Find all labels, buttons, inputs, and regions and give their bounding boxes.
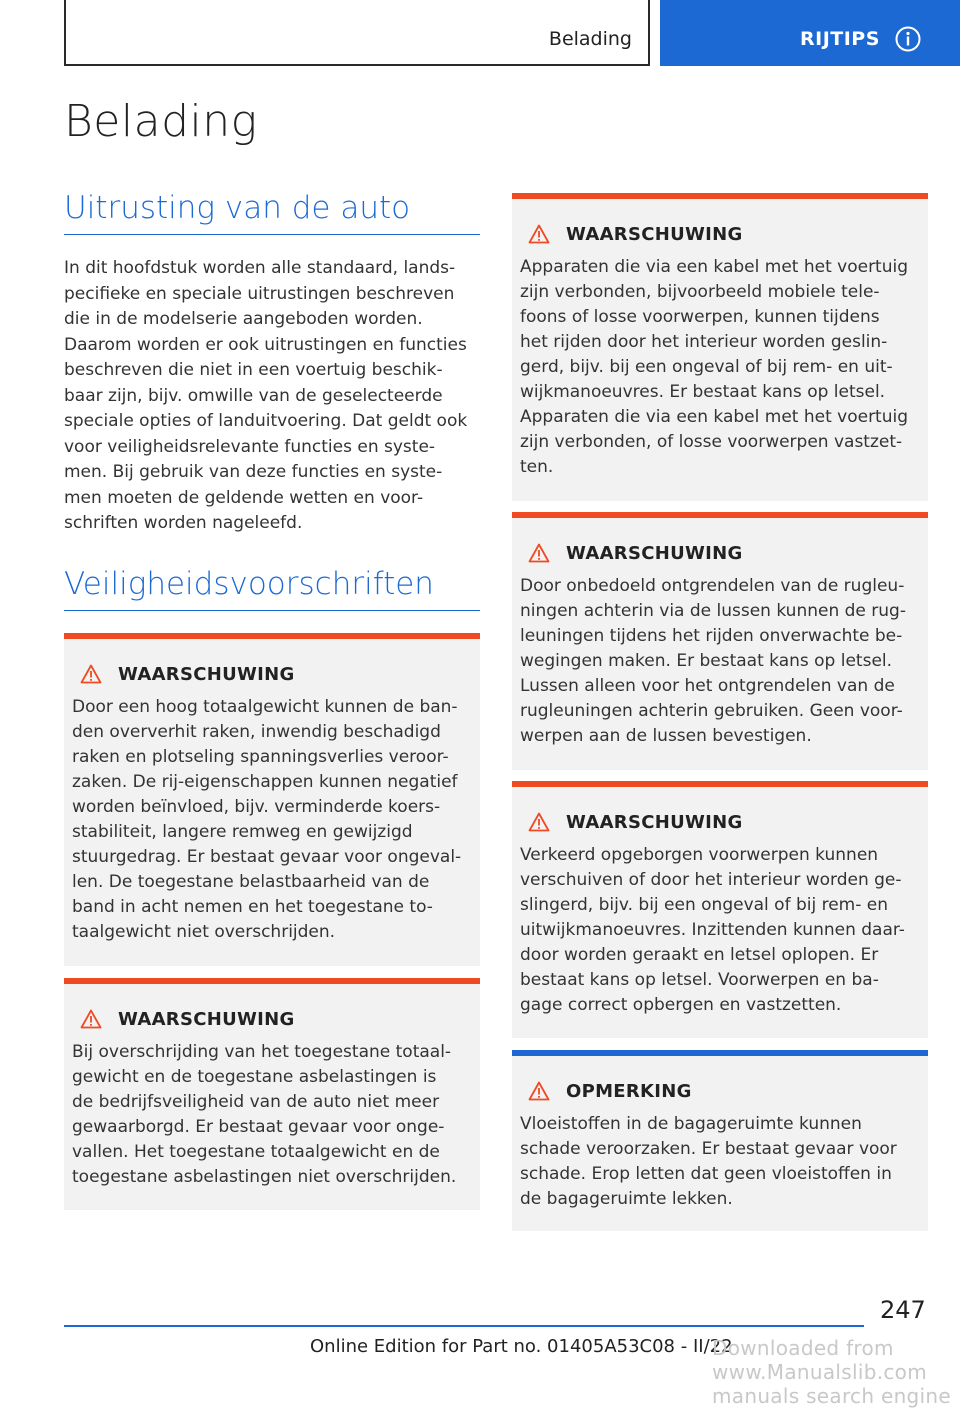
- text-line: bestaat kans op letsel. Voorwerpen en ba-: [520, 970, 879, 990]
- warning-box-header: [520, 219, 920, 249]
- text-line: Verkeerd opgeborgen voorwerpen kunnen: [520, 845, 879, 865]
- warning-box: [64, 978, 480, 1210]
- info-icon: [895, 26, 921, 52]
- text-line: zaken. De rij-eigenschappen kunnen negatief: [72, 772, 458, 792]
- warning-triangle-icon: [80, 1009, 102, 1029]
- watermark: Downloaded from www.Manualslib.com manuals search engine: [712, 1336, 951, 1408]
- tab-rijtips-label: RIJTIPS: [800, 28, 880, 50]
- warning-title: WAARSCHUWING: [566, 542, 743, 564]
- warning-box-header: [72, 1004, 472, 1034]
- warning-box: [64, 633, 480, 966]
- text-line: schade veroorzaken. Er bestaat gevaar voor: [520, 1139, 897, 1159]
- warning-triangle-icon: [528, 543, 550, 563]
- warning-text: [520, 574, 920, 749]
- text-line: gewicht en de toegestane asbelastingen is: [72, 1067, 437, 1087]
- warning-text: [520, 255, 920, 480]
- text-line: werpen aan de lussen bevestigen.: [520, 726, 812, 746]
- text-line: Apparaten die via een kabel met het voertuig: [520, 257, 909, 277]
- warning-text: [72, 695, 472, 945]
- text-line: het rijden door het interieur worden geslin-: [520, 332, 888, 352]
- text-line: ningen achterin via de lussen kunnen de rug-: [520, 601, 906, 621]
- text-line: wijkmanoeuvres. Er bestaat kans op letsel.: [520, 382, 886, 402]
- text-line: pecifieke en speciale uitrustingen beschreven: [64, 283, 455, 304]
- text-line: den oververhit raken, inwendig beschadigd: [72, 722, 441, 742]
- text-line: zijn verbonden, of losse voorwerpen vastzet-: [520, 432, 903, 452]
- text-line: leuningen tijdens het rijden onverwachte be-: [520, 626, 903, 646]
- text-line: men moeten de geldende wetten en voor-: [64, 487, 424, 508]
- text-line: Vloeistoffen in de bagageruimte kunnen: [520, 1114, 862, 1134]
- text-line: slingerd, bijv. bij een ongeval of bij rem- en: [520, 895, 889, 915]
- text-line: schade. Erop letten dat geen vloeistoffen in: [520, 1164, 892, 1184]
- text-line: band in acht nemen en het toegestane to-: [72, 897, 433, 917]
- text-line: gage correct opbergen en vastzetten.: [520, 995, 842, 1015]
- text-line: Lussen alleen voor het ontgrendelen van de: [520, 676, 895, 696]
- text-line: stuurgedrag. Er bestaat gevaar voor ongeval-: [72, 847, 462, 867]
- footer-divider: [64, 1325, 864, 1327]
- text-line: gewaarborgd. Er bestaat gevaar voor onge-: [72, 1117, 445, 1137]
- warning-text: [520, 843, 920, 1018]
- text-line: die in de modelserie aangeboden worden.: [64, 309, 423, 329]
- header-section-label: Belading: [548, 28, 632, 50]
- text-line: worden beïnvloed, bijv. verminderde koers-: [72, 797, 441, 817]
- warning-box: [512, 512, 928, 770]
- note-text: [520, 1112, 920, 1212]
- text-line: Apparaten die via een kabel met het voertuig: [520, 407, 909, 427]
- text-line: gerd, bijv. bij een ongeval of bij rem- en uit-: [520, 357, 893, 377]
- heading-safety: Veiligheidsvoorschriften: [64, 566, 480, 611]
- text-line: Bij overschrijding van het toegestane totaal-: [72, 1042, 452, 1062]
- warning-box-header: [520, 807, 920, 837]
- text-line: baar zijn, bijv. omwille van de geselecteerde: [64, 385, 443, 406]
- header-section-box: [64, 0, 650, 66]
- text-line: ten.: [520, 457, 554, 477]
- note-box-header: [520, 1076, 920, 1106]
- warning-title: WAARSCHUWING: [118, 1008, 295, 1030]
- warning-text: [72, 1040, 472, 1190]
- text-line: zijn verbonden, bijvoorbeeld mobiele tele-: [520, 282, 880, 302]
- warning-box-header: [72, 659, 472, 689]
- text-line: uitwijkmanoeuvres. Inzittenden kunnen daar-: [520, 920, 905, 940]
- warning-title: WAARSCHUWING: [118, 663, 295, 685]
- text-line: stabiliteit, langere remweg en gewijzigd: [72, 822, 413, 842]
- text-line: schriften worden nageleefd.: [64, 513, 303, 533]
- page-number: 247: [880, 1296, 926, 1324]
- warning-triangle-icon: [80, 664, 102, 684]
- text-line: Door een hoog totaalgewicht kunnen de ban-: [72, 697, 458, 717]
- warning-box: [512, 193, 928, 501]
- text-line: voor veiligheidsrelevante functies en syste-: [64, 436, 436, 457]
- text-line: speciale opties of landuitvoering. Dat geldt ook: [64, 411, 468, 431]
- text-line: toegestane asbelastingen niet overschrijden.: [72, 1167, 457, 1187]
- note-title: OPMERKING: [566, 1080, 692, 1102]
- text-line: men. Bij gebruik van deze functies en syste-: [64, 462, 443, 482]
- text-line: len. De toegestane belastbaarheid van de: [72, 872, 430, 892]
- text-line: raken en plotseling spanningsverlies veroor-: [72, 747, 449, 767]
- warning-triangle-icon: [528, 224, 550, 244]
- text-line: rugleuningen achterin gebruiken. Geen voor-: [520, 701, 903, 721]
- warning-triangle-icon: [528, 1081, 550, 1101]
- text-line: de bagageruimte lekken.: [520, 1189, 733, 1209]
- text-line: beschreven die niet in een voertuig beschik-: [64, 360, 443, 380]
- warning-box: [512, 781, 928, 1038]
- warning-box-header: [520, 538, 920, 568]
- page-title: Belading: [64, 96, 258, 147]
- text-line: foons of losse voorwerpen, kunnen tijdens: [520, 307, 880, 327]
- text-line: Door onbedoeld ontgrendelen van de rugleu-: [520, 576, 905, 596]
- text-line: taalgewicht niet overschrijden.: [72, 922, 336, 942]
- note-box: [512, 1050, 928, 1231]
- text-line: vallen. Het toegestane totaalgewicht en de: [72, 1142, 440, 1162]
- warning-triangle-icon: [528, 812, 550, 832]
- text-line: Daarom worden er ook uitrustingen en functies: [64, 334, 467, 355]
- footer-edition: Online Edition for Part no. 01405A53C08 - II/22: [310, 1336, 733, 1357]
- tab-rijtips[interactable]: [660, 0, 960, 66]
- equipment-text: [64, 256, 480, 537]
- warning-title: WAARSCHUWING: [566, 223, 743, 245]
- warning-title: WAARSCHUWING: [566, 811, 743, 833]
- heading-equipment: Uitrusting van de auto: [64, 190, 480, 235]
- text-line: wegingen maken. Er bestaat kans op letsel.: [520, 651, 893, 671]
- text-line: verschuiven of door het interieur worden ge-: [520, 870, 902, 890]
- text-line: In dit hoofdstuk worden alle standaard, lands-: [64, 258, 456, 278]
- text-line: door worden geraakt en letsel oplopen. Er: [520, 945, 879, 965]
- text-line: de bedrijfsveiligheid van de auto niet meer: [72, 1092, 440, 1112]
